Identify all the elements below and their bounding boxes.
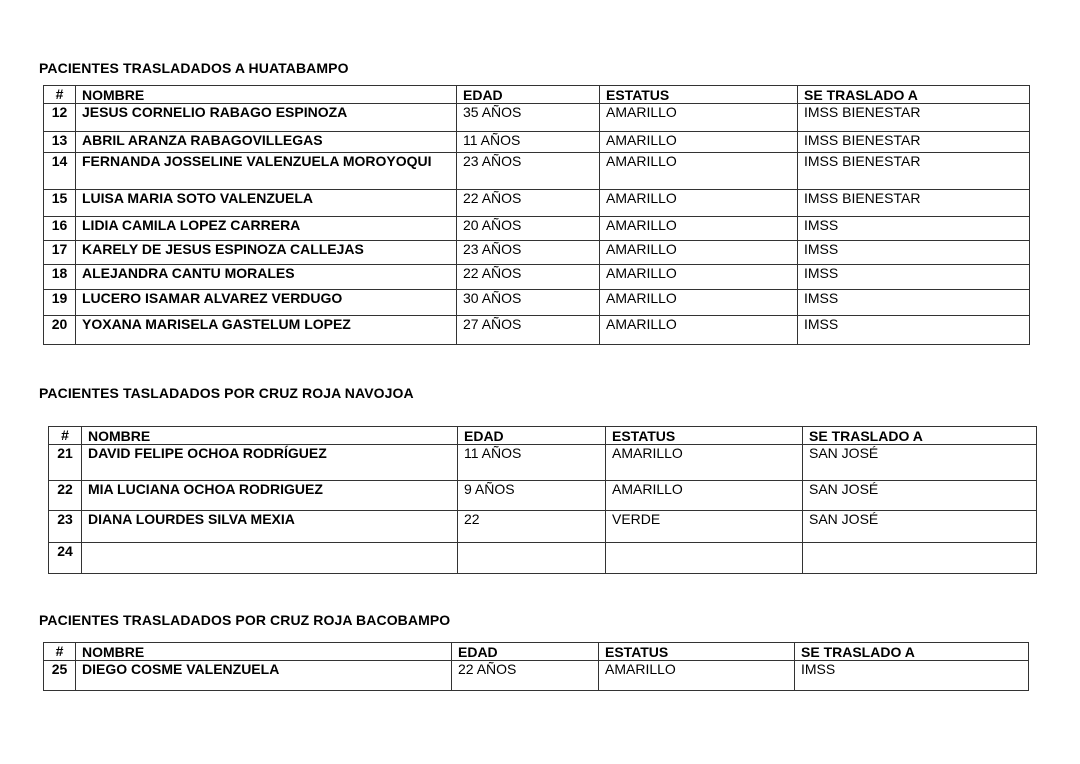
patient-status: AMARILLO <box>600 217 798 241</box>
patient-status: AMARILLO <box>600 316 798 345</box>
row-num: 14 <box>44 153 76 190</box>
col-header-num: # <box>44 643 76 661</box>
patient-destination <box>803 543 1037 574</box>
patient-name: FERNANDA JOSSELINE VALENZUELA MOROYOQUI <box>76 153 457 190</box>
row-num: 16 <box>44 217 76 241</box>
patient-destination: SAN JOSÉ <box>803 511 1037 543</box>
section-title-huatabampo: PACIENTES TRASLADADOS A HUATABAMPO <box>39 60 349 76</box>
col-header-destino: SE TRASLADO A <box>795 643 1029 661</box>
col-header-destino: SE TRASLADO A <box>798 86 1030 104</box>
patient-age: 22 AÑOS <box>457 265 600 290</box>
table-row <box>49 481 1037 511</box>
patient-name: DIANA LOURDES SILVA MEXIA <box>82 511 458 543</box>
patient-name: LUISA MARIA SOTO VALENZUELA <box>76 190 457 217</box>
patient-age: 27 AÑOS <box>457 316 600 345</box>
patient-age: 11 AÑOS <box>458 445 606 481</box>
table-row <box>44 190 1030 217</box>
table-row <box>49 511 1037 543</box>
patient-status: AMARILLO <box>600 290 798 316</box>
patient-status: VERDE <box>606 511 803 543</box>
patient-destination: IMSS BIENESTAR <box>798 132 1030 153</box>
patient-age: 20 AÑOS <box>457 217 600 241</box>
row-num: 17 <box>44 241 76 265</box>
col-header-estatus: ESTATUS <box>606 427 803 445</box>
table-row <box>44 132 1030 153</box>
row-num: 22 <box>49 481 82 511</box>
patient-destination: IMSS <box>798 290 1030 316</box>
patient-name: LUCERO ISAMAR ALVAREZ VERDUGO <box>76 290 457 316</box>
table-row <box>44 661 1029 691</box>
patient-age: 35 AÑOS <box>457 104 600 132</box>
patient-status: AMARILLO <box>600 265 798 290</box>
patient-destination: IMSS <box>798 241 1030 265</box>
table-row <box>49 445 1037 481</box>
patient-status: AMARILLO <box>600 241 798 265</box>
patient-age: 22 AÑOS <box>452 661 599 691</box>
patient-destination: IMSS BIENESTAR <box>798 190 1030 217</box>
row-num: 13 <box>44 132 76 153</box>
table-header-row <box>44 86 1030 104</box>
row-num: 23 <box>49 511 82 543</box>
patient-name: ABRIL ARANZA RABAGOVILLEGAS <box>76 132 457 153</box>
patient-name: JESUS CORNELIO RABAGO ESPINOZA <box>76 104 457 132</box>
table-row <box>44 290 1030 316</box>
patient-status: AMARILLO <box>600 132 798 153</box>
patient-age: 22 AÑOS <box>457 190 600 217</box>
patient-status: AMARILLO <box>600 153 798 190</box>
patient-destination: SAN JOSÉ <box>803 445 1037 481</box>
table-row <box>49 543 1037 574</box>
patient-name: DAVID FELIPE OCHOA RODRÍGUEZ <box>82 445 458 481</box>
patient-destination: IMSS <box>798 265 1030 290</box>
patient-status: AMARILLO <box>600 104 798 132</box>
patient-status: AMARILLO <box>606 445 803 481</box>
patient-age: 23 AÑOS <box>457 241 600 265</box>
patient-age: 9 AÑOS <box>458 481 606 511</box>
row-num: 19 <box>44 290 76 316</box>
col-header-edad: EDAD <box>452 643 599 661</box>
patient-name <box>82 543 458 574</box>
row-num: 12 <box>44 104 76 132</box>
patient-name: YOXANA MARISELA GASTELUM LOPEZ <box>76 316 457 345</box>
row-num: 25 <box>44 661 76 691</box>
col-header-estatus: ESTATUS <box>599 643 795 661</box>
col-header-edad: EDAD <box>458 427 606 445</box>
col-header-estatus: ESTATUS <box>600 86 798 104</box>
section-title-navojoa: PACIENTES TASLADADOS POR CRUZ ROJA NAVOJOA <box>39 385 414 401</box>
patients-table-navojoa <box>48 426 1037 574</box>
patient-name: DIEGO COSME VALENZUELA <box>76 661 452 691</box>
row-num: 21 <box>49 445 82 481</box>
patient-status <box>606 543 803 574</box>
col-header-nombre: NOMBRE <box>82 427 458 445</box>
col-header-nombre: NOMBRE <box>76 643 452 661</box>
table-row <box>44 104 1030 132</box>
col-header-num: # <box>44 86 76 104</box>
patient-age: 23 AÑOS <box>457 153 600 190</box>
patient-status: AMARILLO <box>606 481 803 511</box>
patient-name: LIDIA CAMILA LOPEZ CARRERA <box>76 217 457 241</box>
row-num: 20 <box>44 316 76 345</box>
table-header-row <box>44 643 1029 661</box>
patient-destination: IMSS <box>798 316 1030 345</box>
section-title-bacobampo: PACIENTES TRASLADADOS POR CRUZ ROJA BACOBAMPO <box>39 612 451 628</box>
patient-name: MIA LUCIANA OCHOA RODRIGUEZ <box>82 481 458 511</box>
table-row <box>44 316 1030 345</box>
patient-status: AMARILLO <box>599 661 795 691</box>
patient-name: KARELY DE JESUS ESPINOZA CALLEJAS <box>76 241 457 265</box>
patient-name: ALEJANDRA CANTU MORALES <box>76 265 457 290</box>
col-header-num: # <box>49 427 82 445</box>
table-row <box>44 153 1030 190</box>
col-header-destino: SE TRASLADO A <box>803 427 1037 445</box>
table-row <box>44 265 1030 290</box>
patients-table-bacobampo <box>43 642 1029 691</box>
patient-status: AMARILLO <box>600 190 798 217</box>
row-num: 15 <box>44 190 76 217</box>
col-header-nombre: NOMBRE <box>76 86 457 104</box>
table-row <box>44 217 1030 241</box>
col-header-edad: EDAD <box>457 86 600 104</box>
patient-age: 30 AÑOS <box>457 290 600 316</box>
patient-age: 11 AÑOS <box>457 132 600 153</box>
patient-destination: IMSS BIENESTAR <box>798 153 1030 190</box>
table-header-row <box>49 427 1037 445</box>
patient-age: 22 <box>458 511 606 543</box>
patient-destination: SAN JOSÉ <box>803 481 1037 511</box>
row-num: 18 <box>44 265 76 290</box>
patients-table-huatabampo <box>43 85 1030 345</box>
patient-destination: IMSS <box>798 217 1030 241</box>
patient-age <box>458 543 606 574</box>
patient-destination: IMSS BIENESTAR <box>798 104 1030 132</box>
patient-destination: IMSS <box>795 661 1029 691</box>
row-num: 24 <box>49 543 82 574</box>
table-row <box>44 241 1030 265</box>
